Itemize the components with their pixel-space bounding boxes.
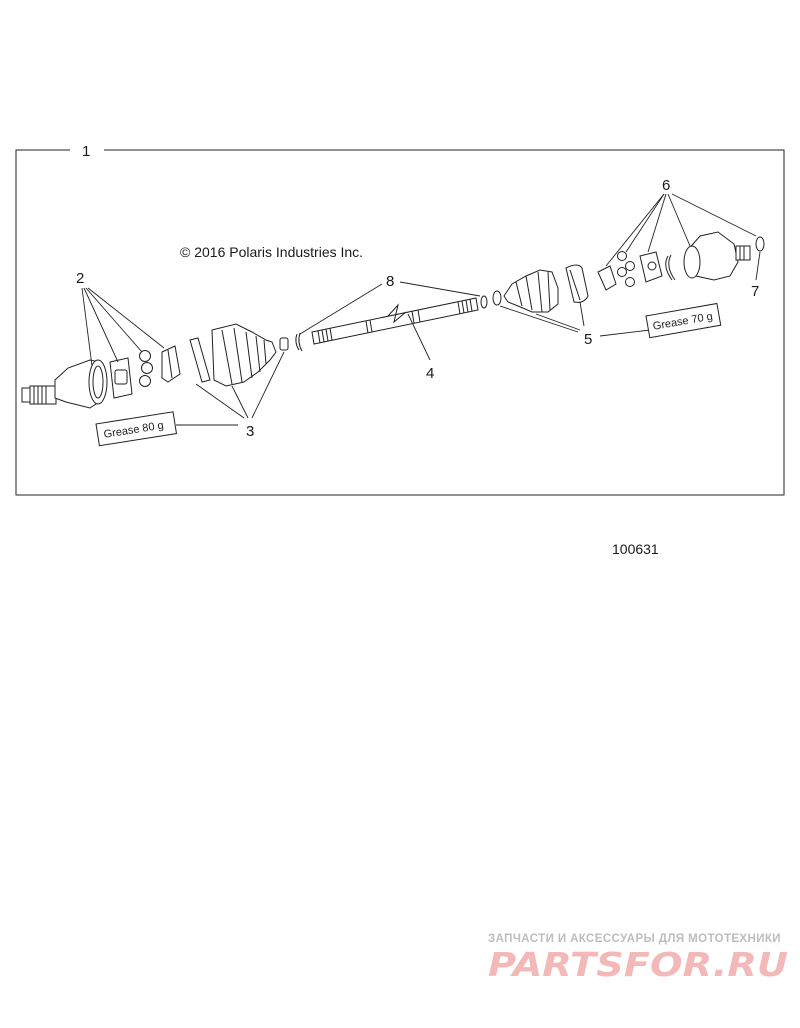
callout-3: 3	[246, 423, 255, 440]
watermark-logo	[486, 946, 792, 982]
svg-text:PARTSFOR.RU: PARTSFOR.RU	[488, 946, 789, 982]
callout-2: 2	[76, 270, 85, 287]
inner-joint-race	[162, 346, 180, 382]
inner-boot-small-clamp	[280, 338, 288, 350]
outer-joint-snap-ring	[666, 255, 675, 280]
grease-inner-label	[96, 412, 176, 446]
callout-7: 7	[751, 283, 760, 300]
inner-boot-clamp	[190, 338, 210, 382]
inner-cv-housing	[22, 360, 107, 408]
callout-8: 8	[386, 273, 395, 290]
grease-outer-label	[646, 303, 721, 337]
shaft-circlip-right	[481, 296, 487, 308]
callout-4: 4	[426, 365, 435, 382]
callout-1: 1	[82, 143, 91, 160]
outer-joint-race	[598, 266, 616, 290]
outer-joint-balls	[618, 252, 635, 287]
outer-boot-clamp	[566, 265, 588, 302]
axle-shaft	[312, 298, 478, 344]
callout-2-leaders	[82, 288, 164, 366]
outer-boot	[504, 270, 558, 312]
callout-7-leader	[756, 252, 760, 280]
callout-6: 6	[662, 177, 671, 194]
shaft-circlip-left	[296, 333, 302, 351]
callout-5: 5	[584, 331, 593, 348]
outer-cv-housing	[684, 232, 750, 280]
diagram-reference-number: 100631	[612, 541, 659, 557]
outer-boot-small-clamp	[493, 291, 501, 305]
watermark-tagline: ЗАПЧАСТИ И АКСЕССУАРЫ ДЛЯ МОТОТЕХНИКИ	[488, 933, 781, 945]
inner-boot	[212, 324, 276, 386]
inner-joint-balls	[140, 351, 153, 387]
svg-text:Grease 80 g: Grease 80 g	[102, 419, 165, 441]
svg-text:Grease 70 g: Grease 70 g	[651, 310, 714, 333]
outer-joint-cage	[640, 252, 662, 282]
inner-joint-cage	[110, 358, 132, 398]
outer-end-circlip	[756, 237, 764, 251]
copyright-text: © 2016 Polaris Industries Inc.	[180, 244, 364, 260]
